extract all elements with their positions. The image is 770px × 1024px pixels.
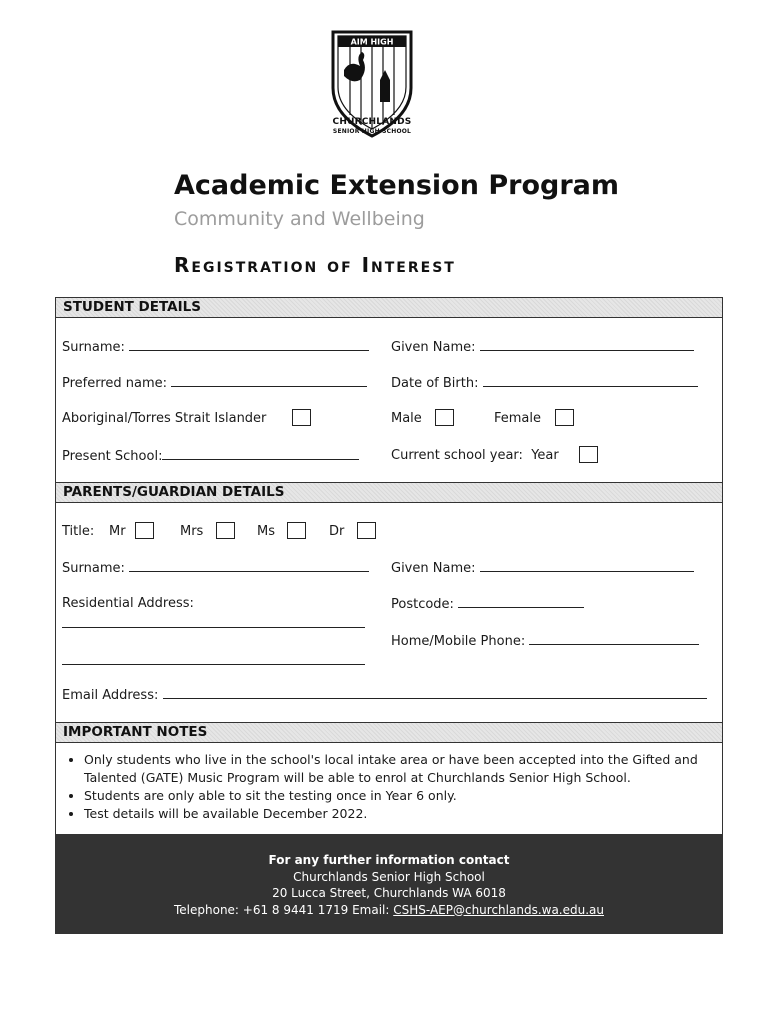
registration-heading: Registration of Interest xyxy=(174,253,456,277)
notes-list xyxy=(62,751,712,823)
footer-heading: For any further information contact xyxy=(268,853,510,867)
list-item: • Students are only able to sit the testing once in Year 6 only. xyxy=(84,787,712,805)
parents-details-heading: PARENTS/GUARDIAN DETAILS xyxy=(55,482,723,503)
list-item: • Only students who live in the school's local intake area or have been accepted into the Gifted and Talented (GATE) Music Program will be able to enrol at Churchlands Senior High School. xyxy=(84,751,712,787)
year-box[interactable] xyxy=(579,446,598,463)
student-preferred-name-field[interactable]: Preferred name: xyxy=(62,375,367,391)
email-field[interactable]: Email Address: xyxy=(62,687,707,703)
male-label: Male xyxy=(391,411,422,426)
student-details-heading: STUDENT DETAILS xyxy=(55,297,723,318)
ms-label: Ms xyxy=(257,524,275,539)
female-label: Female xyxy=(494,411,542,426)
footer-contact: Telephone: +61 8 9441 1719 Email: CSHS-AEP@churchlands.wa.edu.au xyxy=(173,902,604,917)
email-link[interactable]: CSHS-AEP@churchlands.wa.edu.au xyxy=(393,902,604,917)
female-checkbox[interactable] xyxy=(555,409,574,426)
parent-given-name-field[interactable]: Given Name: xyxy=(391,560,694,576)
footer-school: Churchlands Senior High School xyxy=(293,869,485,884)
mrs-label: Mrs xyxy=(180,524,204,539)
school-name: CHURCHLANDS xyxy=(332,117,412,127)
parent-surname-field[interactable]: Surname: xyxy=(62,560,369,576)
student-given-name-field[interactable]: Given Name: xyxy=(391,339,694,355)
mrs-checkbox[interactable] xyxy=(216,522,235,539)
mr-label: Mr xyxy=(109,524,126,539)
current-year-label: Current school year: Year xyxy=(391,448,559,463)
title-label: Title: xyxy=(62,524,95,539)
student-dob-field[interactable]: Date of Birth: xyxy=(391,375,698,391)
residential-address-label: Residential Address: xyxy=(62,596,194,611)
address-line-2[interactable] xyxy=(62,664,365,665)
dr-checkbox[interactable] xyxy=(357,522,376,539)
dr-label: Dr xyxy=(329,524,345,539)
student-surname-field[interactable]: Surname: xyxy=(62,339,369,355)
address-line-1[interactable] xyxy=(62,627,365,628)
aboriginal-checkbox[interactable] xyxy=(292,409,311,426)
important-notes-heading: IMPORTANT NOTES xyxy=(55,722,723,743)
aboriginal-label: Aboriginal/Torres Strait Islander xyxy=(62,411,267,426)
footer-address: 20 Lucca Street, Churchlands WA 6018 xyxy=(272,886,506,900)
school-subtitle: SENIOR HIGH SCHOOL xyxy=(332,128,412,135)
mr-checkbox[interactable] xyxy=(135,522,154,539)
page-title: Academic Extension Program xyxy=(174,170,619,201)
phone-field[interactable]: Home/Mobile Phone: xyxy=(391,633,699,649)
postcode-field[interactable]: Postcode: xyxy=(391,596,584,612)
ms-checkbox[interactable] xyxy=(287,522,306,539)
male-checkbox[interactable] xyxy=(435,409,454,426)
svg-text:AIM HIGH: AIM HIGH xyxy=(350,37,394,47)
present-school-field[interactable]: Present School: xyxy=(62,448,359,464)
contact-footer xyxy=(55,834,723,934)
page-subtitle: Community and Wellbeing xyxy=(174,208,425,230)
list-item: • Test details will be available December 2022. xyxy=(84,805,712,823)
